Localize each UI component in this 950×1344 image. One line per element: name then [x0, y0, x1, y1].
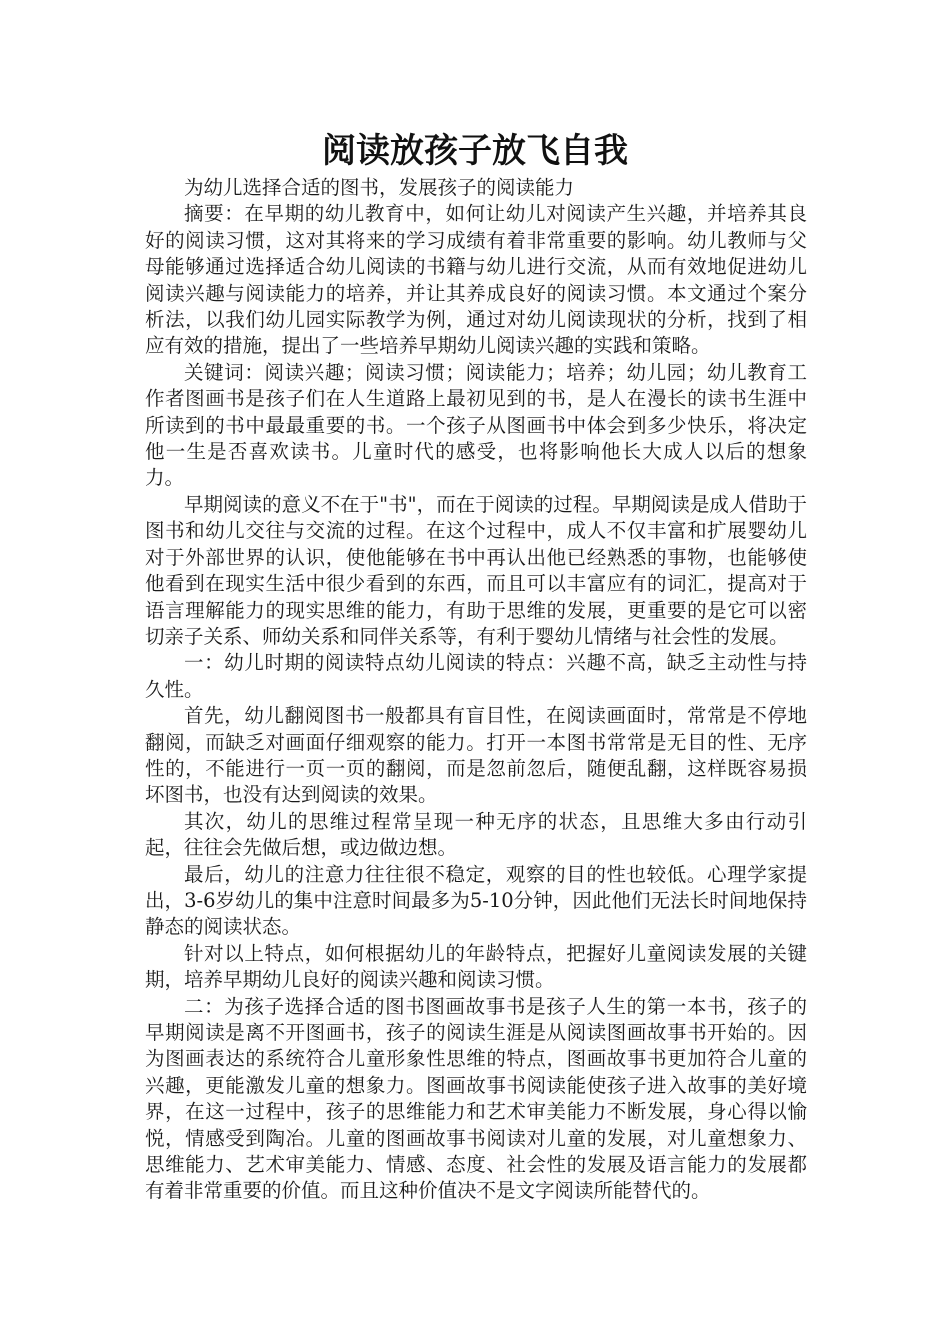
- body-paragraph: 其次，幼儿的思维过程常呈现一种无序的状态，且思维大多由行动引起，往往会先做后想，或边做边想。: [145, 809, 807, 860]
- document-body: [145, 175, 807, 1205]
- body-paragraph: 早期阅读的意义不在于"书"，而在于阅读的过程。早期阅读是成人借助于图书和幼儿交往与交流的过程。在这个过程中，成人不仅丰富和扩展婴幼儿对于外部世界的认识，使他能够在书中再认出他已经熟悉的事物，也能够使他看到在现实生活中很少看到的东西，而且可以丰富应有的词汇，提高对于语言理解能力的现实思维的能力，有助于思维的发展，更重要的是它可以密切亲子关系、师幼关系和同伴关系等，有利于婴幼儿情绪与社会性的发展。: [145, 492, 807, 648]
- document-title: 阅读放孩子放飞自我: [322, 131, 628, 171]
- section-heading-paragraph: 二：为孩子选择合适的图书图画故事书是孩子人生的第一本书，孩子的早期阅读是离不开图画书，孩子的阅读生涯是从阅读图画故事书开始的。因为图画表达的系统符合儿童形象性思维的特点，图画故事书更加符合儿童的兴趣，更能激发儿童的想象力。图画故事书阅读能使孩子进入故事的美好境界，在这一过程中，孩子的思维能力和艺术审美能力不断发展，身心得以愉悦，情感受到陶冶。儿童的图画故事书阅读对儿童的发展，对儿童想象力、思维能力、艺术审美能力、情感、态度、社会性的发展及语言能力的发展都有着非常重要的价值。而且这种价值决不是文字阅读所能替代的。: [145, 994, 807, 1203]
- body-paragraph: 针对以上特点，如何根据幼儿的年龄特点，把握好儿童阅读发展的关键期，培养早期幼儿良好的阅读兴趣和阅读习惯。: [145, 941, 807, 992]
- abstract-paragraph: 摘要：在早期的幼儿教育中，如何让幼儿对阅读产生兴趣，并培养其良好的阅读习惯，这对其将来的学习成绩有着非常重要的影响。幼儿教师与父母能够通过选择适合幼儿阅读的书籍与幼儿进行交流，从而有效地促进幼儿阅读兴趣与阅读能力的培养，并让其养成良好的阅读习惯。本文通过个案分析法，以我们幼儿园实际教学为例，通过对幼儿阅读现状的分析，找到了相应有效的措施，提出了一些培养早期幼儿阅读兴趣的实践和策略。: [145, 202, 807, 358]
- body-paragraph: 首先，幼儿翻阅图书一般都具有盲目性，在阅读画面时，常常是不停地翻阅，而缺乏对画面仔细观察的能力。打开一本图书常常是无目的性、无序性的，不能进行一页一页的翻阅，而是忽前忽后，随便乱翻，这样既容易损坏图书，也没有达到阅读的效果。: [145, 704, 807, 807]
- body-paragraph: 最后，幼儿的注意力往往很不稳定，观察的目的性也较低。心理学家提出，3-6岁幼儿的集中注意时间最多为5-10分钟，因此他们无法长时间地保持静态的阅读状态。: [145, 862, 807, 939]
- keywords-paragraph: 关键词：阅读兴趣；阅读习惯；阅读能力；培养；幼儿园；幼儿教育工作者图画书是孩子们在人生道路上最初见到的书，是人在漫长的读书生涯中所读到的书中最最重要的书。一个孩子从图画书中体会到多少快乐，将决定他一生是否喜欢读书。儿童时代的感受，也将影响他长大成人以后的想象力。: [145, 360, 807, 490]
- subtitle-paragraph: 为幼儿选择合适的图书，发展孩子的阅读能力: [184, 176, 575, 199]
- section-heading-paragraph: 一：幼儿时期的阅读特点幼儿阅读的特点：兴趣不高，缺乏主动性与持久性。: [145, 651, 807, 701]
